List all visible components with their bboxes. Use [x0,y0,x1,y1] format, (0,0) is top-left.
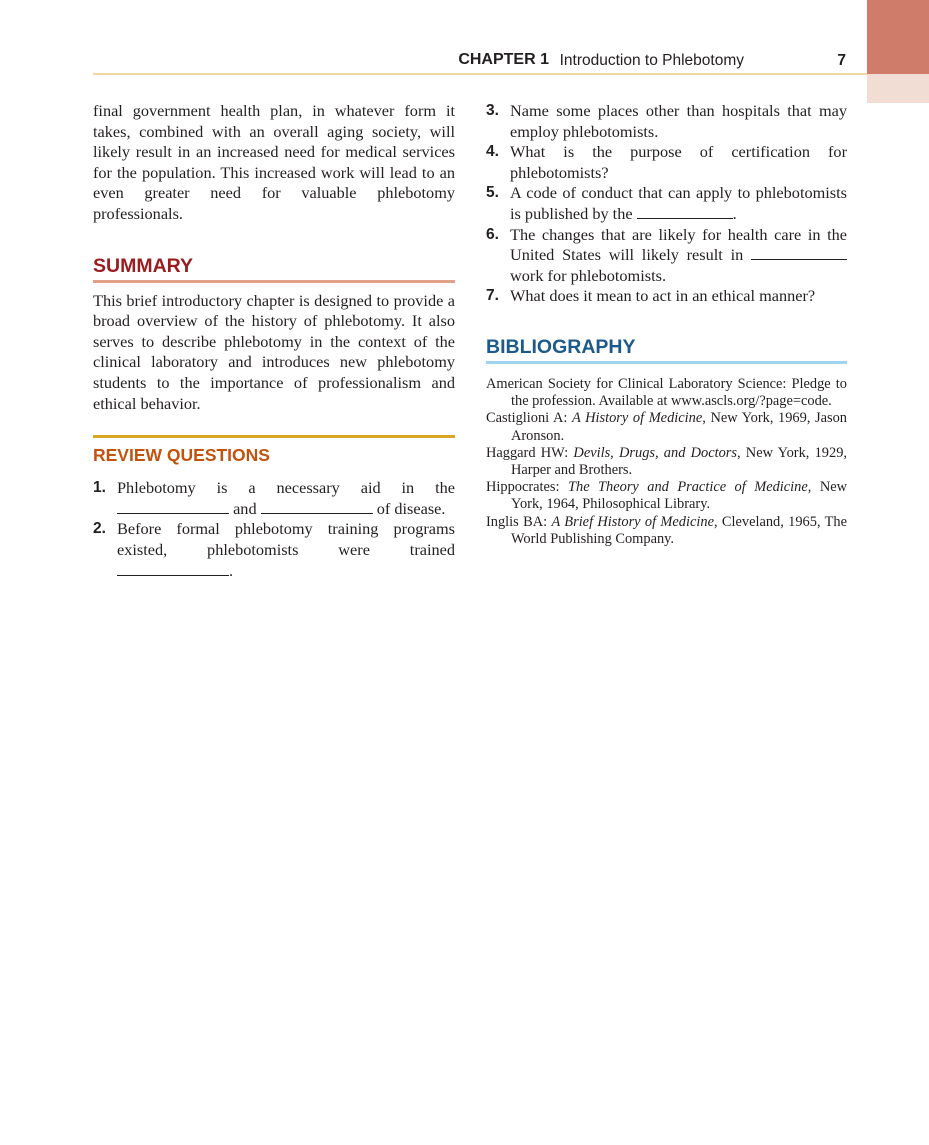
question-number: 4. [486,143,499,161]
question-text: A code of conduct that can apply to phlebotomists is published by the [510,183,847,223]
entry-publication: , New York, 1969, Jason Aronson. [511,410,847,444]
entry-author: Castiglioni A: [486,410,572,427]
bibliography-entry [486,514,847,548]
answer-blank [261,499,373,514]
question-text: and [233,498,257,518]
question-number: 5. [486,184,499,202]
question-text: of disease. [376,498,446,518]
review-questions-list [93,478,455,581]
entry-title: Devils, Drugs, and Doctors [573,444,737,461]
question-text: work for phlebotomists. [510,265,667,285]
question-text: . [229,560,234,580]
left-column [93,101,455,581]
question-text: Phlebotomy is a necessary aid in the [117,478,455,498]
entry-publication: , New York, 1964, Philosophical Library. [511,479,848,513]
question-number: 1. [93,479,106,497]
question-text: Before formal phlebotomy training programs existed, phlebotomists were trained [117,519,455,559]
bibliography-entry [486,410,847,444]
review-questions-heading: REVIEW QUESTIONS [93,435,455,468]
answer-blank [117,499,229,514]
question-number: 7. [486,287,499,305]
bibliography-heading: BIBLIOGRAPHY [486,335,847,364]
answer-blank [751,245,847,260]
question-text: What is the purpose of certification for phlebotomists? [510,142,847,182]
bibliography-entry [486,376,847,410]
question-item [486,183,847,224]
running-head-rule [93,73,867,75]
chapter-label: CHAPTER 1 [458,51,549,68]
bibliography-entry [486,479,847,513]
summary-paragraph: This brief introductory chapter is designed to provide a broad overview of the history of phlebotomy. It also serves to describe phlebotomy in the context of the clinical laboratory and introduces new phlebotomy students to the importance of professionalism and ethical behavior. [93,290,455,413]
question-number: 3. [486,102,499,119]
question-item [486,142,847,183]
intro-paragraph: final government health plan, in whatever form it takes, combined with an overall aging society, will likely result in an increased need for medical services for the population. This increased work will lead to an even greater need for valuable phlebotomy professionals. [93,101,455,223]
entry-title: The Theory and Practice of Medicine [568,479,808,496]
entry-publication: , New York, 1929, Harper and Brothers. [511,444,847,478]
answer-blank [637,204,733,219]
question-item [486,286,847,307]
chapter-tab-marker-light [867,74,929,103]
bibliography-list [486,376,847,548]
entry-title: A History of Medicine [571,410,703,427]
summary-heading: SUMMARY [93,254,455,283]
page-number: 7 [837,52,846,69]
right-column [486,101,847,548]
entry-author: Hippocrates: [486,479,568,496]
question-text: What does it mean to act in an ethical manner? [510,286,816,306]
question-text: . [732,203,737,223]
question-text: Name some places other than hospitals that may employ phlebotomists. [510,101,847,141]
chapter-tab-marker [867,0,929,74]
entry-text: American Society for Clinical Laboratory Science: Pledge to the profession. Available at www.ascls.org/?page=code. [486,375,847,410]
chapter-title: Introduction to Phlebotomy [559,52,744,69]
bibliography-entry [486,445,847,479]
entry-title: A Brief History of Medicine [551,513,714,530]
question-item [486,101,847,142]
question-item [486,225,847,287]
review-questions-list-continued [486,101,847,307]
entry-author: Haggard HW: [486,444,574,461]
question-number: 2. [93,520,106,538]
entry-publication: , Cleveland, 1965, The World Publishing Company. [511,513,847,547]
question-number: 6. [486,225,499,243]
running-head [93,50,847,72]
answer-blank [117,561,229,576]
question-item [93,519,455,581]
question-text: The changes that are likely for health care in the United States will likely result in [510,224,847,265]
question-item [93,478,455,519]
entry-author: Inglis BA: [486,513,552,530]
